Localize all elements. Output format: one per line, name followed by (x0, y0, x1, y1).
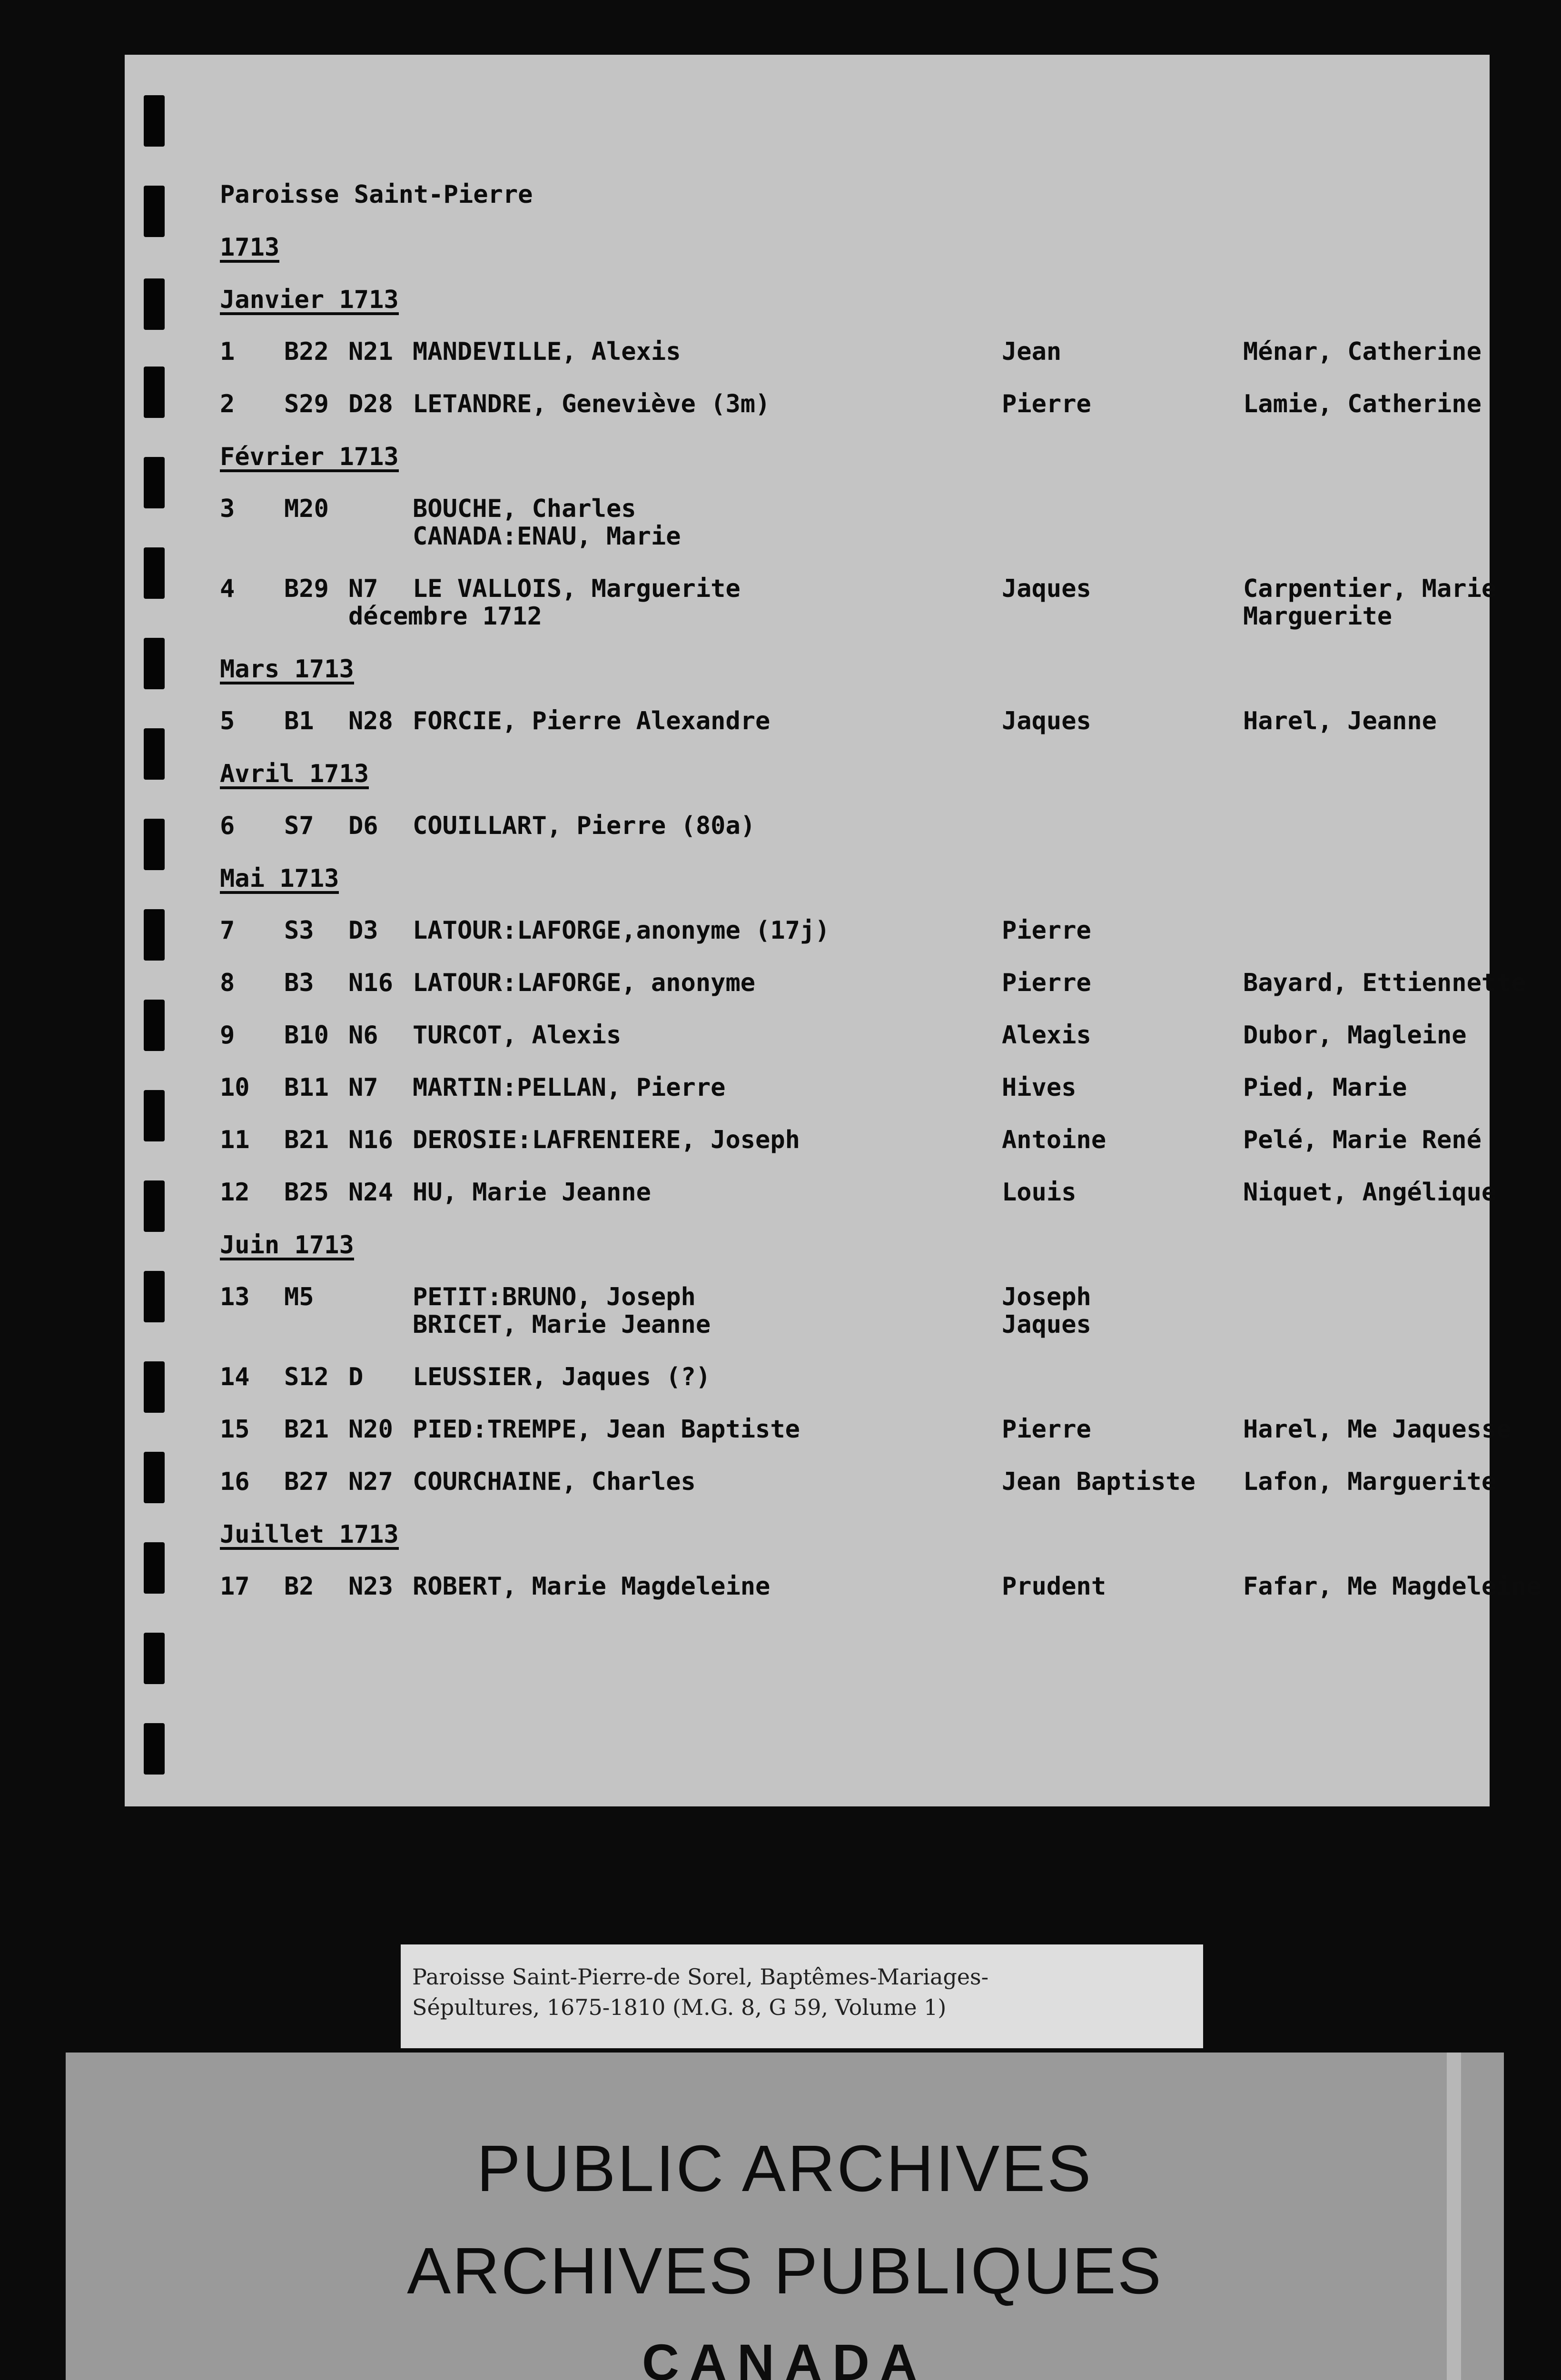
record-row (220, 812, 1467, 840)
month-heading: Janvier 1713 (220, 286, 399, 314)
record-name: LEUSSIER, Jaques (?) (413, 1363, 711, 1391)
record-name: LETANDRE, Geneviève (3m) (413, 390, 771, 418)
record-spouse-father: Jaques (1002, 1310, 1091, 1339)
film-mark (144, 1542, 165, 1594)
record-act: B10 (284, 1021, 329, 1050)
record-row (220, 1021, 1467, 1049)
record-row-continued (220, 1311, 1467, 1339)
year-heading: 1713 (220, 233, 280, 262)
record-mother: Harel, Jeanne (1243, 707, 1437, 735)
record-name: COURCHAINE, Charles (413, 1468, 696, 1496)
record-number: 2 (220, 390, 235, 418)
film-mark (144, 95, 165, 147)
film-mark (144, 1361, 165, 1413)
record-father: Alexis (1002, 1021, 1091, 1050)
archives-title-card (66, 2053, 1504, 2380)
archives-title-french: ARCHIVES PUBLIQUES (407, 2234, 1163, 2308)
record-row-continued (220, 523, 1467, 550)
film-mark (144, 728, 165, 780)
record-event: N16 (348, 1126, 393, 1154)
film-mark (144, 186, 165, 237)
record-name: LATOUR:LAFORGE,anonyme (17j) (413, 916, 830, 945)
record-number: 1 (220, 337, 235, 366)
record-name: MANDEVILLE, Alexis (413, 337, 681, 366)
record-event: N21 (348, 337, 393, 366)
record-event: N23 (348, 1572, 393, 1601)
month-heading: Juin 1713 (220, 1231, 354, 1259)
film-mark (144, 1723, 165, 1775)
record-mother: Pied, Marie (1243, 1073, 1407, 1102)
record-mother: Bayard, Ettiennette (1243, 969, 1526, 997)
register-records (220, 180, 1541, 1601)
record-mother-continued: Marguerite (1243, 602, 1393, 631)
record-name: LATOUR:LAFORGE, anonyme (413, 969, 756, 997)
film-mark (144, 547, 165, 599)
record-row (220, 390, 1482, 418)
record-number: 14 (220, 1363, 250, 1391)
record-number: 12 (220, 1178, 250, 1207)
record-act: S7 (284, 812, 314, 840)
record-name: ROBERT, Marie Magdeleine (413, 1572, 771, 1601)
record-mother: Dubor, Magleine (1243, 1021, 1467, 1050)
record-number: 3 (220, 495, 235, 523)
record-father: Pierre (1002, 916, 1091, 945)
record-mother: Niquet, Angélique (1243, 1178, 1497, 1207)
record-name: LE VALLOIS, Marguerite (413, 575, 741, 603)
record-event: N28 (348, 707, 393, 735)
record-row (220, 495, 1467, 523)
record-mother: Lafon, Marguerite (1243, 1468, 1497, 1496)
record-row (220, 1468, 1497, 1496)
record-father: Louis (1002, 1178, 1077, 1207)
record-mother: Pelé, Marie René (1243, 1126, 1482, 1154)
record-name: TURCOT, Alexis (413, 1021, 622, 1050)
record-number: 16 (220, 1468, 250, 1496)
archives-country: CANADA (642, 2333, 928, 2380)
record-act: B25 (284, 1178, 329, 1207)
record-mother: Harel, Me Jaquesse (1243, 1415, 1512, 1444)
record-act: B21 (284, 1415, 329, 1444)
record-name: COUILLART, Pierre (80a) (413, 812, 756, 840)
archives-title-english: PUBLIC ARCHIVES (476, 2132, 1093, 2205)
record-event: N20 (348, 1415, 393, 1444)
record-act: B2 (284, 1572, 314, 1601)
record-number: 5 (220, 707, 235, 735)
film-mark (144, 278, 165, 330)
film-mark (144, 367, 165, 418)
record-row (220, 917, 1467, 944)
record-father: Pierre (1002, 390, 1091, 418)
record-father: Jean (1002, 337, 1062, 366)
month-heading: Avril 1713 (220, 760, 369, 788)
film-mark (144, 819, 165, 870)
record-mother: Lamie, Catherine (1243, 390, 1482, 418)
record-name: MARTIN:PELLAN, Pierre (413, 1073, 726, 1102)
record-row (220, 969, 1526, 997)
record-event: D6 (348, 812, 378, 840)
record-name: PETIT:BRUNO, Joseph (413, 1283, 696, 1311)
register-page (125, 55, 1541, 1806)
record-row (220, 1283, 1467, 1311)
record-event: N7 (348, 575, 378, 603)
record-row (220, 1126, 1482, 1154)
film-mark (144, 1180, 165, 1232)
caption-line-1: Paroisse Saint-Pierre-de Sorel, Baptêmes-Mariages- (412, 1964, 989, 1990)
parish-title: Paroisse Saint-Pierre (220, 180, 533, 209)
record-father: Pierre (1002, 1415, 1091, 1444)
record-row (220, 1572, 1541, 1601)
record-act: S3 (284, 916, 314, 945)
record-number: 8 (220, 969, 235, 997)
record-spouse: CANADA:ENAU, Marie (413, 522, 681, 551)
record-event: N16 (348, 969, 393, 997)
record-number: 4 (220, 575, 235, 603)
record-act: B1 (284, 707, 314, 735)
record-number: 15 (220, 1415, 250, 1444)
record-mother: Fafar, Me Magdeleine (1243, 1572, 1541, 1601)
record-event: D3 (348, 916, 378, 945)
caption-line-2: Sépultures, 1675-1810 (M.G. 8, G 59, Volume 1) (412, 1994, 947, 2020)
record-number: 7 (220, 916, 235, 945)
record-act: B27 (284, 1468, 329, 1496)
month-heading: Juillet 1713 (220, 1520, 399, 1549)
record-act: B3 (284, 969, 314, 997)
film-mark (144, 1271, 165, 1322)
record-number: 9 (220, 1021, 235, 1050)
film-mark (144, 1633, 165, 1684)
record-event: N27 (348, 1468, 393, 1496)
record-act: B22 (284, 337, 329, 366)
record-mother: Carpentier, Marie (1243, 575, 1497, 603)
record-name: DEROSIE:LAFRENIERE, Joseph (413, 1126, 800, 1154)
record-father: Jaques (1002, 575, 1091, 603)
record-name: HU, Marie Jeanne (413, 1178, 651, 1207)
record-act: B29 (284, 575, 329, 603)
record-number: 10 (220, 1073, 250, 1102)
record-row (220, 1178, 1497, 1207)
record-act: S29 (284, 390, 329, 418)
month-heading: Février 1713 (220, 443, 399, 471)
record-row (220, 1074, 1467, 1101)
record-row (220, 575, 1497, 603)
record-event: N6 (348, 1021, 378, 1050)
film-mark (144, 1090, 165, 1141)
record-row (220, 1363, 1467, 1391)
record-row-continued (220, 603, 1467, 630)
record-number: 17 (220, 1572, 250, 1601)
record-spouse: BRICET, Marie Jeanne (413, 1310, 711, 1339)
record-event: N7 (348, 1073, 378, 1102)
record-event: N24 (348, 1178, 393, 1207)
record-father: Prudent (1002, 1572, 1107, 1601)
record-act: B11 (284, 1073, 329, 1102)
record-event: D (348, 1363, 364, 1391)
film-mark (144, 1000, 165, 1051)
record-father: Jaques (1002, 707, 1091, 735)
record-mother: Ménar, Catherine (1243, 337, 1482, 366)
record-number: 13 (220, 1283, 250, 1311)
record-act: S12 (284, 1363, 329, 1391)
record-act: B21 (284, 1126, 329, 1154)
month-heading: Mars 1713 (220, 655, 354, 684)
record-name: FORCIE, Pierre Alexandre (413, 707, 771, 735)
film-mark (144, 909, 165, 961)
record-row (220, 1415, 1512, 1444)
month-heading: Mai 1713 (220, 864, 339, 893)
record-father: Joseph (1002, 1283, 1091, 1311)
film-mark (144, 457, 165, 508)
record-act: M5 (284, 1283, 314, 1311)
record-event: D28 (348, 390, 393, 418)
record-row (220, 707, 1467, 735)
record-father: Hives (1002, 1073, 1077, 1102)
record-name: PIED:TREMPE, Jean Baptiste (413, 1415, 800, 1444)
record-father: Jean Baptiste (1002, 1468, 1195, 1496)
source-caption (401, 1944, 1203, 2048)
record-name: BOUCHE, Charles (413, 495, 636, 523)
record-row (220, 337, 1482, 366)
record-father: Antoine (1002, 1126, 1107, 1154)
record-number: 6 (220, 812, 235, 840)
record-act: M20 (284, 495, 329, 523)
film-mark (144, 1452, 165, 1503)
record-number: 11 (220, 1126, 250, 1154)
record-father: Pierre (1002, 969, 1091, 997)
film-mark (144, 638, 165, 689)
film-edge-marks (144, 95, 166, 1809)
record-note: décembre 1712 (348, 602, 542, 631)
